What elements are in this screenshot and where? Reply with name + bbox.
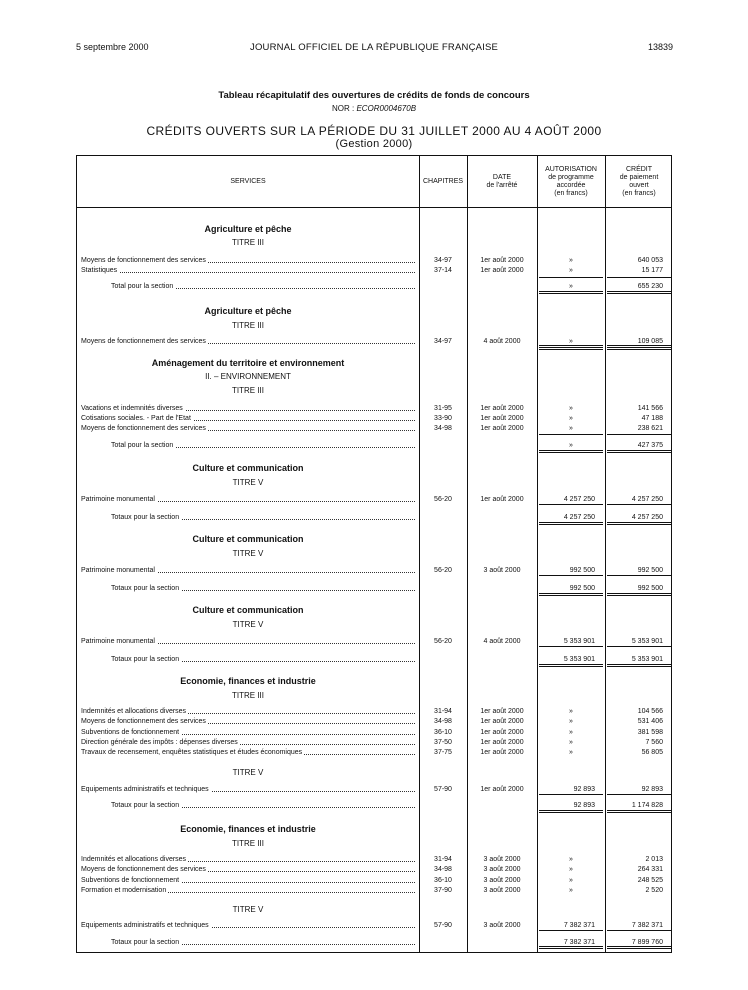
section-heading: Culture et communication	[192, 605, 304, 615]
row-label: Patrimoine monumental	[81, 495, 415, 504]
row-credit: 109 085	[637, 338, 663, 345]
row-autorisation: 4 257 250	[563, 514, 595, 521]
row-credit: 427 375	[637, 442, 663, 449]
row-date: 1er août 2000	[480, 786, 524, 793]
row-date: 3 août 2000	[483, 887, 521, 894]
row-autorisation: »	[569, 267, 573, 274]
row-label: Totaux pour la section	[111, 655, 415, 664]
row-autorisation: »	[569, 749, 573, 756]
row-autorisation: »	[569, 415, 573, 422]
column-divider	[467, 156, 468, 952]
row-credit: 104 566	[637, 708, 663, 715]
row-date: 1er août 2000	[480, 496, 524, 503]
row-chapitre: 33-90	[434, 415, 452, 422]
row-label: Totaux pour la section	[111, 938, 415, 947]
amount-rule	[607, 794, 671, 795]
titre-heading: TITRE V	[232, 905, 264, 914]
amount-rule	[539, 646, 603, 647]
amount-rule	[539, 345, 603, 346]
row-autorisation: »	[569, 856, 573, 863]
row-autorisation: 92 893	[573, 786, 595, 793]
row-autorisation: 7 382 371	[563, 939, 595, 946]
row-label: Moyens de fonctionnement des services	[81, 256, 415, 265]
row-date: 1er août 2000	[480, 267, 524, 274]
row-label: Totaux pour la section	[111, 584, 415, 593]
row-chapitre: 57-90	[434, 786, 452, 793]
row-label: Moyens de fonctionnement des services	[81, 865, 415, 874]
document-title: Tableau récapitulatif des ouvertures de crédits de fonds de concours	[218, 90, 530, 101]
amount-rule	[607, 434, 671, 435]
row-date: 3 août 2000	[483, 877, 521, 884]
row-autorisation: »	[569, 729, 573, 736]
row-date: 1er août 2000	[480, 718, 524, 725]
row-date: 3 août 2000	[483, 856, 521, 863]
row-credit: 2 013	[645, 856, 663, 863]
row-credit: 5 353 901	[631, 638, 663, 645]
row-label: Totaux pour la section	[111, 801, 415, 810]
row-date: 3 août 2000	[483, 866, 521, 873]
section-heading: Culture et communication	[192, 463, 304, 473]
row-label: Indemnités et allocations diverses	[81, 855, 415, 864]
total-double-rule	[607, 450, 671, 453]
row-chapitre: 37-14	[434, 267, 452, 274]
titre-heading: TITRE V	[232, 620, 264, 629]
row-autorisation: »	[569, 283, 573, 290]
subsection-heading: II. – ENVIRONNEMENT	[205, 372, 291, 381]
row-chapitre: 34-98	[434, 718, 452, 725]
row-date: 1er août 2000	[480, 708, 524, 715]
row-label: Vacations et indemnités diverses	[81, 404, 415, 413]
row-autorisation: »	[569, 442, 573, 449]
row-date: 4 août 2000	[483, 638, 521, 645]
row-credit: 248 525	[637, 877, 663, 884]
row-chapitre: 36-10	[434, 877, 452, 884]
row-date: 1er août 2000	[480, 749, 524, 756]
row-credit: 381 598	[637, 729, 663, 736]
table-header-row	[77, 156, 671, 208]
row-autorisation: 992 500	[569, 585, 595, 592]
titre-heading: TITRE V	[232, 768, 264, 777]
amount-rule	[607, 646, 671, 647]
credits-table	[76, 155, 672, 953]
row-autorisation: »	[569, 708, 573, 715]
row-label: Subventions de fonctionnement	[81, 728, 415, 737]
column-divider	[605, 156, 606, 952]
row-label: Subventions de fonctionnement	[81, 876, 415, 885]
amount-rule	[539, 794, 603, 795]
section-heading: Economie, finances et industrie	[180, 676, 316, 686]
row-chapitre: 34-97	[434, 257, 452, 264]
total-double-rule	[607, 593, 671, 596]
total-double-rule	[539, 450, 603, 453]
row-credit: 56 805	[641, 749, 663, 756]
row-chapitre: 56-20	[434, 638, 452, 645]
titre-heading: TITRE III	[232, 691, 264, 700]
row-chapitre: 34-98	[434, 866, 452, 873]
row-chapitre: 31-95	[434, 405, 452, 412]
section-heading: Culture et communication	[192, 534, 304, 544]
row-autorisation: 5 353 901	[563, 638, 595, 645]
row-label: Total pour la section	[111, 441, 415, 450]
row-credit: 655 230	[637, 283, 663, 290]
total-double-rule	[607, 664, 671, 667]
amount-rule	[539, 434, 603, 435]
row-label: Moyens de fonctionnement des services	[81, 717, 415, 726]
section-heading: Agriculture et pêche	[204, 306, 292, 316]
row-chapitre: 36-10	[434, 729, 452, 736]
row-credit: 531 406	[637, 718, 663, 725]
nor-reference: NOR : ECOR0004670B	[331, 104, 417, 113]
row-chapitre: 34-98	[434, 425, 452, 432]
row-credit: 7 899 760	[631, 939, 663, 946]
amount-rule	[607, 277, 671, 278]
row-chapitre: 37-50	[434, 739, 452, 746]
total-double-rule	[539, 347, 603, 350]
row-label: Patrimoine monumental	[81, 637, 415, 646]
row-label: Patrimoine monumental	[81, 566, 415, 575]
row-autorisation: »	[569, 257, 573, 264]
column-divider	[537, 156, 538, 952]
row-label: Travaux de recensement, enquêtes statistiques et études économiques	[81, 748, 415, 757]
row-date: 3 août 2000	[483, 567, 521, 574]
row-chapitre: 31-94	[434, 856, 452, 863]
total-double-rule	[607, 347, 671, 350]
row-autorisation: »	[569, 718, 573, 725]
col-header-date: DATE de l'arrêté	[486, 173, 518, 189]
row-date: 1er août 2000	[480, 739, 524, 746]
row-date: 1er août 2000	[480, 415, 524, 422]
row-autorisation: 7 382 371	[563, 922, 595, 929]
amount-rule	[607, 504, 671, 505]
total-double-rule	[539, 946, 603, 949]
row-label: Moyens de fonctionnement des services	[81, 424, 415, 433]
row-label: Total pour la section	[111, 282, 415, 291]
row-credit: 2 520	[645, 887, 663, 894]
row-autorisation: »	[569, 877, 573, 884]
row-date: 4 août 2000	[483, 338, 521, 345]
row-autorisation: 4 257 250	[563, 496, 595, 503]
row-date: 3 août 2000	[483, 922, 521, 929]
row-autorisation: »	[569, 866, 573, 873]
col-header-services: SERVICES	[230, 177, 266, 185]
row-chapitre: 37-75	[434, 749, 452, 756]
row-label: Equipements administratifs et techniques	[81, 921, 415, 930]
row-label: Equipements administratifs et techniques	[81, 785, 415, 794]
header-page-number: 13839	[648, 42, 674, 52]
total-double-rule	[539, 664, 603, 667]
column-divider	[419, 156, 420, 952]
amount-rule	[539, 277, 603, 278]
amount-rule	[607, 575, 671, 576]
col-header-credit: CRÉDIT de paiement ouvert (en francs)	[619, 165, 659, 197]
total-double-rule	[607, 291, 671, 294]
row-credit: 1 174 828	[631, 802, 663, 809]
row-credit: 15 177	[641, 267, 663, 274]
section-heading: Aménagement du territoire et environnement	[151, 358, 345, 368]
row-label: Indemnités et allocations diverses	[81, 707, 415, 716]
row-chapitre: 31-94	[434, 708, 452, 715]
row-credit: 141 566	[637, 405, 663, 412]
titre-heading: TITRE III	[232, 839, 264, 848]
row-label: Moyens de fonctionnement des services	[81, 337, 415, 346]
row-date: 1er août 2000	[480, 257, 524, 264]
titre-heading: TITRE III	[232, 321, 264, 330]
gestion-heading: (Gestion 2000)	[335, 138, 413, 150]
row-chapitre: 57-90	[434, 922, 452, 929]
amount-rule	[539, 575, 603, 576]
total-double-rule	[539, 810, 603, 813]
row-date: 1er août 2000	[480, 425, 524, 432]
amount-rule	[539, 504, 603, 505]
row-label: Formation et modernisation	[81, 886, 415, 895]
row-label: Statistiques	[81, 266, 415, 275]
row-autorisation: »	[569, 425, 573, 432]
total-double-rule	[607, 946, 671, 949]
row-date: 1er août 2000	[480, 729, 524, 736]
header-date: 5 septembre 2000	[76, 42, 149, 52]
row-credit: 4 257 250	[631, 514, 663, 521]
row-credit: 4 257 250	[631, 496, 663, 503]
col-header-autorisation: AUTORISATION de programme accordée (en francs)	[545, 165, 597, 197]
row-autorisation: 5 353 901	[563, 656, 595, 663]
row-credit: 238 621	[637, 425, 663, 432]
row-credit: 5 353 901	[631, 656, 663, 663]
row-date: 1er août 2000	[480, 405, 524, 412]
row-credit: 992 500	[637, 567, 663, 574]
section-heading: Agriculture et pêche	[204, 224, 292, 234]
row-autorisation: 992 500	[569, 567, 595, 574]
total-double-rule	[607, 810, 671, 813]
row-credit: 47 188	[641, 415, 663, 422]
row-credit: 92 893	[641, 786, 663, 793]
total-double-rule	[607, 522, 671, 525]
titre-heading: TITRE III	[232, 238, 264, 247]
period-heading: CRÉDITS OUVERTS SUR LA PÉRIODE DU 31 JUILLET 2000 AU 4 AOÛT 2000	[146, 124, 602, 138]
row-label: Direction générale des impôts : dépenses diverses	[81, 738, 415, 747]
titre-heading: TITRE III	[232, 386, 264, 395]
total-double-rule	[539, 291, 603, 294]
amount-rule	[539, 930, 603, 931]
row-chapitre: 34-97	[434, 338, 452, 345]
row-label: Cotisations sociales. - Part de l'Etat	[81, 414, 415, 423]
amount-rule	[607, 345, 671, 346]
row-credit: 992 500	[637, 585, 663, 592]
row-chapitre: 56-20	[434, 567, 452, 574]
header-journal: JOURNAL OFFICIEL DE LA RÉPUBLIQUE FRANÇAISE	[250, 42, 499, 53]
amount-rule	[607, 930, 671, 931]
row-autorisation: »	[569, 338, 573, 345]
section-heading: Economie, finances et industrie	[180, 824, 316, 834]
row-chapitre: 37-90	[434, 887, 452, 894]
row-chapitre: 56-20	[434, 496, 452, 503]
row-label: Totaux pour la section	[111, 513, 415, 522]
titre-heading: TITRE V	[232, 549, 264, 558]
row-credit: 264 331	[637, 866, 663, 873]
total-double-rule	[539, 593, 603, 596]
row-autorisation: 92 893	[573, 802, 595, 809]
row-autorisation: »	[569, 887, 573, 894]
col-header-chapitres: CHAPITRES	[422, 177, 464, 185]
row-credit: 640 053	[637, 257, 663, 264]
row-credit: 7 382 371	[631, 922, 663, 929]
row-autorisation: »	[569, 739, 573, 746]
row-credit: 7 560	[645, 739, 663, 746]
titre-heading: TITRE V	[232, 478, 264, 487]
total-double-rule	[539, 522, 603, 525]
row-autorisation: »	[569, 405, 573, 412]
